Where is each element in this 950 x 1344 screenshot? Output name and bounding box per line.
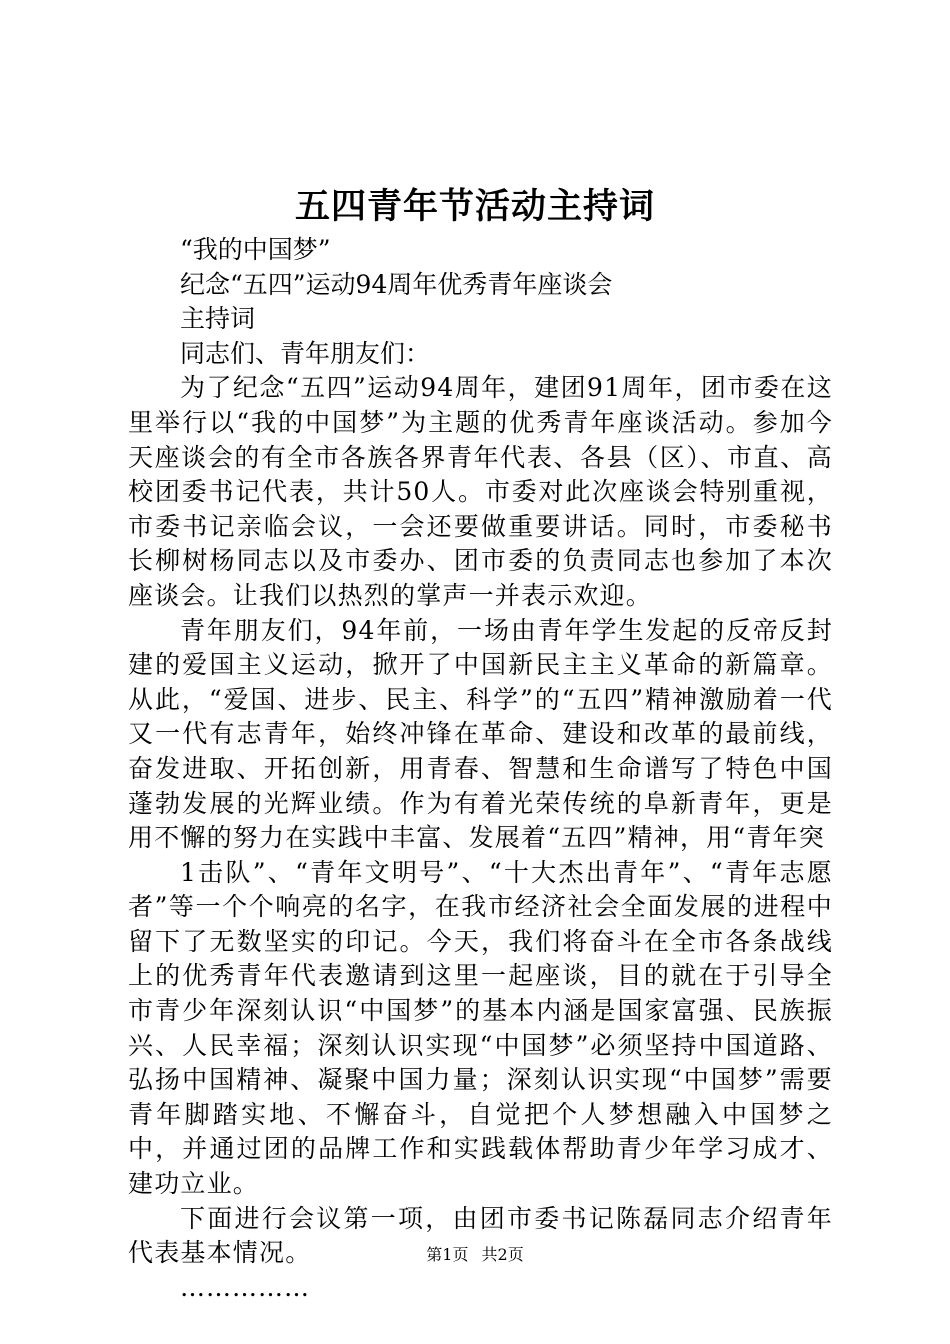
page-footer — [0, 1244, 950, 1266]
intro-line-event: 纪念“五四”运动94周年优秀青年座谈会 — [180, 269, 613, 299]
page-number-total: 共2页 — [481, 1245, 524, 1264]
paragraph-history: 青年朋友们，94年前，一场由青年学生发起的反帝反封建的爱国主义运动，掀开了中国新民主主义革命的新篇章。从此，“爱国、进步、民主、科学”的“五四”精神激励着一代又一代有志青年，始终冲锋在革命、建设和改革的最前线，奋发进取、开拓创新，用青春、智慧和生命谱写了特色中国蓬勃发展的光辉业绩。作为有着光荣传统的阜新青年，更是用不懈的努力在实践中丰富、发展着“五四”精神，用“青年突 — [128, 615, 833, 853]
document-title: 五四青年节活动主持词 — [294, 186, 655, 227]
intro-line-greeting: 同志们、青年朋友们： — [180, 338, 431, 368]
paragraph-welcome: 为了纪念“五四”运动94周年，建团91周年，团市委在这里举行以“我的中国梦”为主题的优秀青年座谈活动。参加今天座谈会的有全市各族各界青年代表、各县（区）、市直、高校团委书记代表，共计50人。市委对此次座谈会特别重视，市委书记亲临会议，一会还要做重要讲话。同时，市委秘书长柳树杨同志以及市委办、团市委的负责同志也参加了本次座谈会。让我们以热烈的掌声一并表示欢迎。 — [128, 373, 833, 610]
ellipsis-line: …………… — [180, 1272, 310, 1302]
paragraph-purpose: 1击队”、“青年文明号”、“十大杰出青年”、“青年志愿者”等一个个响亮的名字，在我市经济社会全面发展的进程中留下了无数坚实的印记。今天，我们将奋斗在全市各条战线上的优秀青年代表邀请到这里一起座谈，目的就在于引导全市青少年深刻认识“中国梦”的基本内涵是国家富强、民族振兴、人民幸福；深刻认识实现“中国梦”必须坚持中国道路、弘扬中国精神、凝聚中国力量；深刻认识实现“中国梦”需要青年脚踏实地、不懈奋斗，自觉把个人梦想融入中国梦之中，并通过团的品牌工作和实践载体帮助青少年学习成才、建功立业。 — [128, 857, 833, 1199]
intro-line-heading: 主持词 — [180, 304, 256, 334]
intro-line-theme: “我的中国梦” — [180, 235, 331, 264]
document-body — [128, 233, 833, 1305]
page-number-current: 第1页 — [426, 1245, 469, 1264]
paragraph-agenda: 下面进行会议第一项，由团市委书记陈磊同志介绍青年代表基本情况。 — [128, 1203, 833, 1268]
